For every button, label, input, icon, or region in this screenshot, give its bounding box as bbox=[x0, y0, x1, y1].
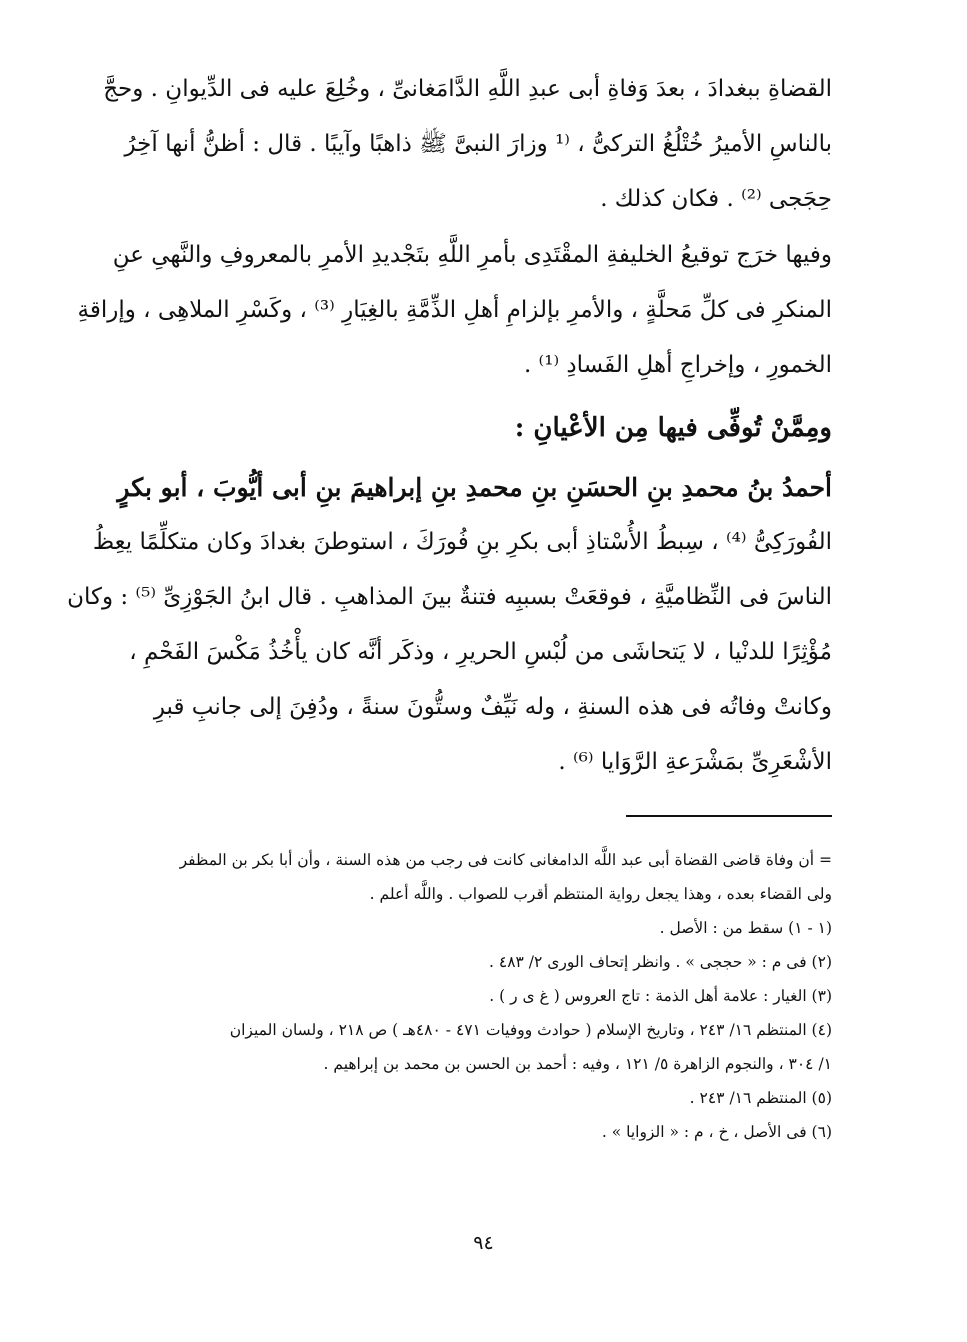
text-line: وكانتْ وفاتُه فى هذه السنةِ ، وله نَيِّفٌ وستُّونَ سنةً ، ودُفِنَ إلى جانبِ قبرِ bbox=[153, 694, 832, 720]
footnotes bbox=[112, 843, 832, 1149]
text-line: وفيها خرَج توقيعُ الخليفةِ المقْتَدِى بأمرِ اللَّهِ بتَجْديدِ الأمرِ بالمعروفِ والنَّهىِ عنِ bbox=[112, 242, 832, 268]
footnote-line: (٢) فى م : « حججى » . وانظر إتحاف الورى ٢/ ٤٨٣ . bbox=[489, 953, 832, 971]
footnote-line: ١/ ٣٠٤ ، والنجوم الزاهرة ٥/ ١٢١ ، وفيه : أحمد بن الحسن بن محمد بن إبراهيم . bbox=[323, 1055, 832, 1073]
footnote-line: ولى القضاء بعده ، وهذا يجعل رواية المنتظم أقرب للصواب . واللَّه أعلم . bbox=[369, 885, 832, 903]
text-line: بالناسِ الأميرُ خُتْلُغُ التركىُّ ، ⁽¹ وزارَ النبىَّ ﷺ ذاهبًا وآيبًا . قال : أظنُّ أنها آخِرُ bbox=[124, 131, 832, 157]
page-number: ٩٤ bbox=[473, 1232, 494, 1254]
text-line: القضاةِ ببغدادَ ، بعدَ وَفاةِ أبى عبدِ اللَّهِ الدَّامَغانىِّ ، وخُلِعَ عليه فى الدِّيوانِ . وحجَّ bbox=[103, 76, 832, 102]
footnote-line: (٣) الغيار : علامة أهل الذمة : تاج العروس ( غ ى ر ) . bbox=[489, 987, 832, 1005]
text-line: الفُورَكِىُّ ⁽⁴⁾ ، سِبطُ الأُسْتاذِ أبى بكرِ بنِ فُورَكَ ، استوطنَ بغدادَ وكان متكلِّمًا يعِظُ bbox=[92, 529, 832, 555]
footnote-line: = أن وفاة قاضى القضاة أبى عبد اللَّه الدامغانى كانت فى رجب من هذه السنة ، وأن أبا بكر بن المظفر bbox=[179, 851, 832, 869]
text-line: الخمورِ ، وإخراجِ أهلِ الفَسادِ ⁽¹⁾ . bbox=[523, 352, 832, 378]
paragraph-2 bbox=[77, 228, 832, 393]
paragraph-1 bbox=[103, 62, 832, 227]
text-line: الأشْعَرِىِّ بمَشْرَعةِ الرَّوَايا ⁽⁶⁾ . bbox=[558, 749, 832, 775]
text-line: مُؤْثِرًا للدنْيا ، لا يَتحاشَى من لُبْسِ الحريرِ ، وذكَر أنَّه كان يأْخُذُ مَكْسَ الفَحْمِ ، bbox=[129, 639, 832, 665]
footnote-line: (٥) المنتظم ١٦/ ٢٤٣ . bbox=[689, 1089, 832, 1107]
footnote-line: (٤) المنتظم ١٦/ ٢٤٣ ، وتاريخ الإسلام ( حوادث ووفيات ٤٧١ - ٤٨٠هـ ) ص ٢١٨ ، ولسان الميزان bbox=[229, 1021, 832, 1039]
footnote-line: (١ - ١) سقط من : الأصل . bbox=[659, 919, 832, 937]
text-line: الناسَ فى النِّظاميَّةِ ، فوقعَتْ بسببِه فتنةٌ بينَ المذاهبِ . قال ابنُ الجَوْزِىِّ ⁽⁵⁾ : وكان bbox=[67, 584, 832, 610]
footnote-separator bbox=[626, 815, 832, 817]
biography-name-line: أحمدُ بنُ محمدِ بنِ الحسَنِ بنِ محمدِ بنِ إبراهيمَ بنِ أبى أيُّوبَ ، أبو بكرٍ bbox=[117, 473, 832, 502]
section-heading: ومِمَّنْ تُوفِّى فيها مِن الأعْيانِ : bbox=[514, 413, 832, 443]
text-line: المنكرِ فى كلِّ مَحلَّةٍ ، والأمرِ بإلزامِ أهلِ الذِّمَّةِ بالغِيَارِ ⁽³⁾ ، وكَسْرِ الملاهِى ، وإراقةِ bbox=[77, 297, 832, 323]
text-line: حِجَجى ⁽²⁾ . فكان كذلك . bbox=[600, 186, 832, 212]
footnote-line: (٦) فى الأصل ، خ ، م : « الزوايا » . bbox=[601, 1123, 832, 1141]
biography-entry bbox=[67, 460, 832, 790]
